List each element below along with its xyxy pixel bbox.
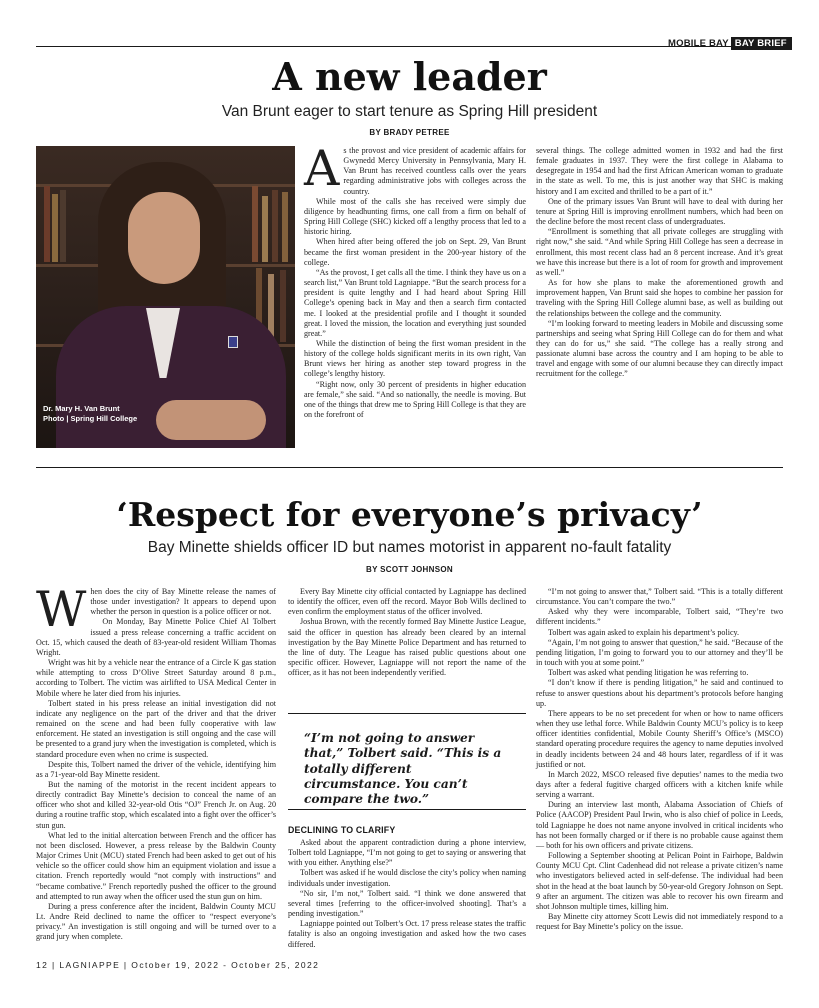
- book: [280, 270, 286, 342]
- book: [272, 190, 278, 262]
- paragraph: s the provost and vice president of academic affairs for Gwynedd Mercy University in Pennsylvania, Mary H. Van Brunt has received countless calls over the years regarding administrative jobs with colleges across the country.: [343, 146, 526, 196]
- story2-column-2-bottom: [288, 838, 526, 950]
- paragraph: Following a September shooting at Pelican Point in Fairhope, Baldwin County MCU Cpt. Clint Cadenhead did not release a private citizen’s name who investigators believed acted in self-defense. The individual had been shot in the head at the boat launch by 50-year-old Gregory Johnson on Sept. 9 after an argument. The citizen was able to recover his own firearm and shot Johnson multiple times, killing him.: [536, 851, 783, 911]
- story2-column-3: [536, 587, 783, 932]
- paragraph: Tolbert was asked if he would disclose the city’s policy when naming individuals under investigation.: [288, 868, 526, 888]
- story2-column-2-top: [288, 587, 526, 678]
- paragraph: As for how she plans to make the aforementioned growth and improvement happen, Van Brunt said she hopes to combine her passion for traveling with the Spring Hill College alumni base, as well as building out the relationships between the college and the community.: [536, 278, 783, 318]
- book: [252, 186, 258, 262]
- book: [262, 196, 268, 262]
- paragraph: What led to the initial altercation between French and the officer has not been disclosed. However, a press release by the Baldwin County Major Crimes Unit (MCU) stated French had been asked to get out of his vehicle so the officer could show him an equipment violation and issue a citation. French reportedly would “not comply with instructions” and “became combative.” French reportedly pushed the officer to the ground and attempted to run away when the officer used the stun gun on him.: [36, 830, 276, 901]
- paragraph: “No sir, I’m not,” Tolbert said. “I think we done answered that several times [referring to the officer-involved shooting]. That’s a pending investigation.”: [288, 888, 526, 919]
- book: [60, 190, 66, 262]
- paragraph: Joshua Brown, with the recently formed Bay Minette Justice League, said the officer in question has already been cleared by an internal investigation by the Bay Minette Police Department and has returned to the line of duty. The League has raised public questions about one specific officer. However, Lagniappe will not report the name of the officer, as it has not been independently verified.: [288, 617, 526, 678]
- portrait-photo: [36, 146, 295, 448]
- story2-dek: Bay Minette shields officer ID but names motorist in apparent no-fault fatality: [147, 539, 672, 556]
- section-subhead: DECLINING TO CLARIFY: [288, 825, 396, 835]
- story1-headline: A new leader: [272, 54, 547, 99]
- paragraph: During an interview last month, Alabama Association of Chiefs of Police (AACOP) President Paul Irwin, who is also chief of police in Leeds, told Lagniappe he does not name anyone involved in critical incidents who has not been formally charged or if there is no probable cause against them — both for his own officers and private citizens.: [536, 800, 783, 850]
- story2-dropcap: W: [36, 581, 87, 638]
- paragraph: Tolbert was asked what pending litigation he was referring to.: [548, 668, 749, 678]
- story-divider: [36, 467, 783, 468]
- book: [52, 194, 58, 262]
- paragraph: When hired after being offered the job on Sept. 29, Van Brunt became the first woman president in the 200-year history of the college.: [304, 237, 526, 267]
- paragraph: several things. The college admitted women in 1932 and had the first female graduates in 1937. They were the first college in Alabama to desegregate in 1954 and had the first African American woman to graduate in the state as well. To me, this is just another way that SHC is making history and I am excited and thrilled to be a part of it.”: [536, 146, 783, 196]
- paragraph: Tolbert stated in his press release an initial investigation did not indicate any negligence on the part of the driver and that the driver remained on the scene and had been fully cooperative with law enforcement. He stated an investigation is still ongoing and the case will be presented to a grand jury when the investigation is completed, which is standard procedure even when no crime is suspected.: [36, 698, 276, 759]
- pull-quote: “I’m not going to answer that,” Tolbert said. “This is a totally different circumstance. You can’t compare the two.”: [304, 731, 502, 807]
- paragraph: Wright was hit by a vehicle near the entrance of a Circle K gas station while attempting to cross D’Olive Street Saturday around 8 p.m., according to Tolbert. The victim was airlifted to USA Medical Center in Mobile where he later died from his injuries.: [36, 658, 276, 698]
- paragraph: There appears to be no set precedent for when or how to name officers when they use lethal force. While Baldwin County MCU’s policy is to keep officer identities confidential, Mobile County Sheriff’s Office’s (MSCO) standard operating procedure requires the agency to name deputies involved in deadly incidents between 24 and 48 hours later, regardless of if it was justified or not.: [536, 708, 783, 769]
- book: [44, 186, 50, 262]
- lapel-pin: [228, 336, 238, 348]
- paragraph: But the naming of the motorist in the recent incident appears to directly contradict Bay Minette’s decision to conceal the name of an officer who shot and killed 32-year-old Otis “OJ” French Jr. on Aug. 20 during a routine traffic stop, which escalated into a fight over the officer’s stun gun.: [36, 779, 276, 830]
- caption-name: Dr. Mary H. Van Brunt: [43, 404, 120, 413]
- paragraph: While most of the calls she has received were simply due diligence by headhunting firms, one call from a firm on behalf of Spring Hill College (SHC) kicked off a lengthy process that led to a historic hiring.: [304, 196, 526, 237]
- caption-credit: Photo | Spring Hill College: [43, 414, 138, 423]
- story2-headline: ‘Respect for everyone’s privacy’: [116, 495, 703, 534]
- book: [282, 192, 288, 262]
- pull-quote-top-rule: [288, 713, 526, 714]
- paragraph: “I don’t know if there is pending litigation,” he said and continued to refuse to answer questions about his department’s protocols before hanging up.: [536, 678, 783, 708]
- paragraph: hen does the city of Bay Minette release the names of those under investigation? It appears to depend upon whether the person in question is a police officer or not.: [90, 587, 276, 617]
- paragraph: “I’m looking forward to meeting leaders in Mobile and discussing some partnerships and seeing what Spring Hill College can do for them and what they can do for us,” she said. “The college has a really strong and passionate alumni base across the country and I am hoping to be able to travel and engage with some of our alumni because they can directly impact recruitment for the college.”: [536, 318, 783, 379]
- paragraph: One of the primary issues Van Brunt will have to deal with during her tenure at Spring Hill is improving enrollment numbers, which had been on the decline before the most recent class of undergraduates.: [536, 196, 783, 227]
- paragraph: On Monday, Bay Minette Police Chief Al Tolbert issued a press release concerning a traffic accident on Oct. 15, which caused the death of 83-year-old resident William Thomas Wright.: [36, 617, 276, 657]
- masthead-publication: MOBILE BAY: [668, 38, 729, 49]
- story1-dropcap: A: [304, 140, 340, 197]
- paragraph: Lagniappe pointed out Tolbert’s Oct. 17 press release states the traffic fatality is also an ongoing investigation and asked how the two cases differed.: [288, 919, 526, 949]
- person-face: [128, 192, 200, 284]
- paragraph: While the distinction of being the first woman president in the history of the college holds significant merits in its own right, Van Brunt views her hiring as another step toward progress in the college’s lengthy history.: [304, 338, 526, 379]
- paragraph: “Enrollment is something that all private colleges are struggling with right now,” she said. “And while Spring Hill College has seen a decrease in enrollment, this most recent class had an 8 percent increase. And it’s great we have this increase but there is a lot of room for growth and improvement as well.”: [536, 227, 783, 277]
- paragraph: Asked why they were incomparable, Tolbert said, “They’re two different incidents.”: [536, 607, 783, 627]
- paragraph: Tolbert was again asked to explain his department’s policy.: [548, 627, 740, 637]
- paragraph: “Again, I’m not going to answer that question,” he said. “Because of the pending litigation, I’m going to forward you to our attorney and they’ll be in touch with you at some point.”: [536, 637, 783, 668]
- paragraph: “I’m not going to answer that,” Tolbert said. “This is a totally different circumstance. You can’t compare the two.”: [536, 587, 783, 607]
- story1-dek: Van Brunt eager to start tenure as Spring Hill president: [221, 103, 598, 120]
- person-hands: [156, 400, 266, 440]
- section-masthead: [668, 38, 792, 49]
- photo-caption: [43, 404, 137, 424]
- story2-column-1: [36, 581, 276, 942]
- paragraph: Despite this, Tolbert named the driver of the vehicle, identifying him as a 71-year-old Bay Minette resident.: [36, 759, 276, 779]
- story2-byline: BY SCOTT JOHNSON: [366, 565, 453, 574]
- paragraph: In March 2022, MSCO released five deputies’ names to the media two days after a federal fugitive charged officers with a kitchen knife while serving a warrant.: [536, 769, 783, 800]
- paragraph: “As the provost, I get calls all the time. I think they have us on a search list,” Van Brunt told Lagniappe. “But the search process for a president is quite lengthy and I had heard about Spring Hill College’s opening back in May and then a search firm contacted me. I looked at the presidential profile and I thought it sounded great. I loved the mission, the location and everything just sounded great.”: [304, 267, 526, 338]
- paragraph: Bay Minette city attorney Scott Lewis did not immediately respond to a request for Bay Minette’s policy on the issue.: [536, 912, 783, 932]
- story1-byline: BY BRADY PETREE: [369, 128, 450, 137]
- story1-column-1: [304, 140, 526, 420]
- page-footer: 12 | LAGNIAPPE | October 19, 2022 - October 25, 2022: [36, 960, 320, 970]
- story1-column-2: [536, 146, 783, 380]
- pull-quote-bottom-rule: [288, 809, 526, 810]
- paragraph: During a press conference after the incident, Baldwin County MCU Lt. Andre Reid declined to name the officer to “respect everyone’s privacy.” An investigation is still ongoing and will be turned over to a grand jury when complete.: [36, 901, 276, 942]
- paragraph: Asked about the apparent contradiction during a phone interview, Tolbert told Lagniappe, “I’m not going to get to saying or answering that with you either. Anything else?”: [288, 838, 526, 868]
- paragraph: “Right now, only 30 percent of presidents in higher education are female,” she said. “And so nationally, the needle is moving. But one of the things that drew me to Spring Hill College is that they are on the forefront of: [304, 379, 526, 420]
- masthead-section: BAY BRIEF: [731, 37, 792, 50]
- paragraph: Every Bay Minette city official contacted by Lagniappe has declined to identify the officer, even off the record. Mayor Bob Wills declined to even confirm the employment status of the officer involved.: [288, 587, 526, 617]
